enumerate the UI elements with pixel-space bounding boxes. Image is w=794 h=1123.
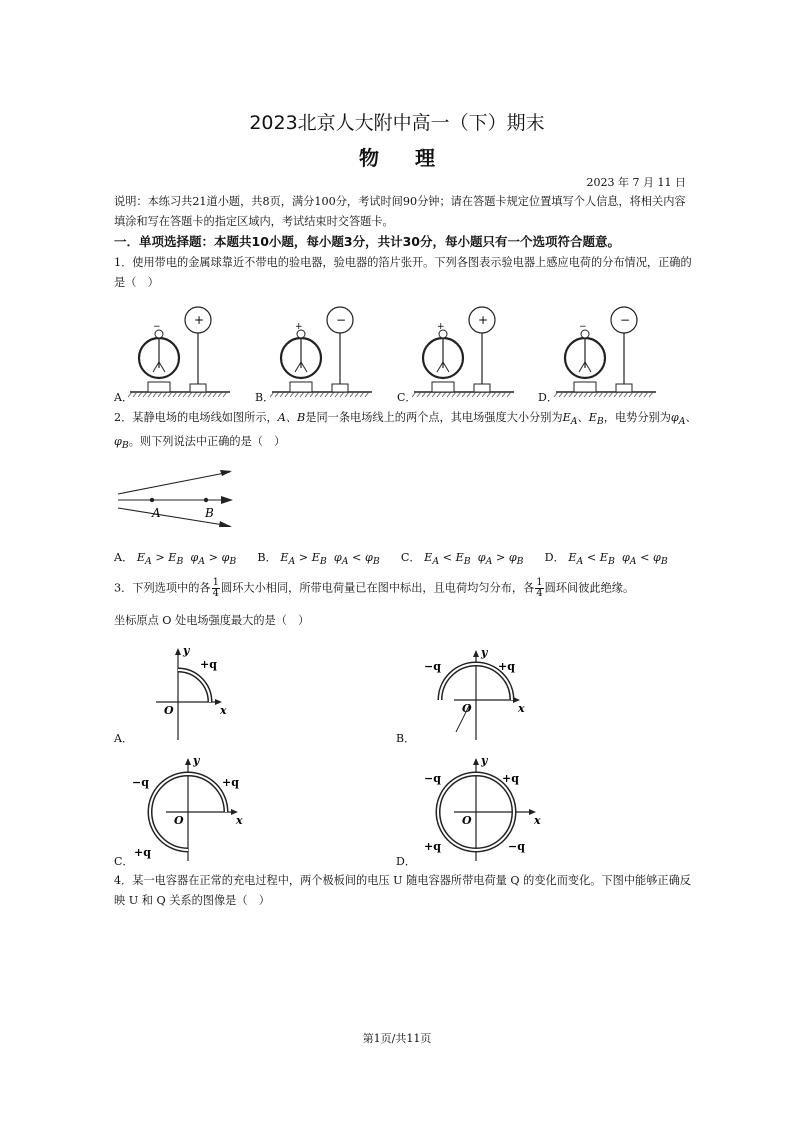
knob-charge-sign: + bbox=[295, 322, 303, 332]
point-a-dot bbox=[150, 498, 154, 502]
ground-hatch bbox=[143, 392, 147, 397]
q3-option-c: C． bbox=[114, 855, 134, 868]
origin-label: O bbox=[462, 702, 472, 715]
ground-hatch bbox=[427, 392, 431, 397]
q3-fraction-1: $\frac{1}{4}$ bbox=[212, 577, 219, 599]
ground-hatch bbox=[487, 392, 491, 397]
electroscope-4 bbox=[554, 307, 656, 397]
q2-option-a: A． $E_A > E_B$ $\varphi_A > \varphi_B$ bbox=[114, 551, 237, 568]
q2-text-d: 。则下列说法中正确的是（ ） bbox=[128, 434, 286, 448]
ground-hatch bbox=[507, 392, 511, 397]
ground-hatch bbox=[609, 392, 613, 397]
subject-heading bbox=[0, 142, 794, 171]
electroscope-base bbox=[290, 382, 312, 392]
ground-hatch bbox=[644, 392, 648, 397]
q3-option-b: B． bbox=[396, 732, 416, 745]
ground-hatch bbox=[168, 392, 172, 397]
ground-hatch bbox=[649, 392, 653, 397]
x-axis-label: x bbox=[236, 814, 243, 827]
ground-hatch bbox=[310, 392, 314, 397]
point-b-dot bbox=[204, 498, 208, 502]
origin-label: O bbox=[174, 814, 184, 827]
ground-hatch bbox=[492, 392, 496, 397]
electroscope-base bbox=[432, 382, 454, 392]
ground-hatch bbox=[355, 392, 359, 397]
y-axis-arrow bbox=[473, 758, 479, 765]
ground-hatch bbox=[422, 392, 426, 397]
knob-charge-sign: + bbox=[437, 322, 445, 332]
ring-quarter-2-inner bbox=[150, 774, 188, 812]
ring-quarter-1-inner bbox=[188, 774, 226, 812]
ground-hatch bbox=[599, 392, 603, 397]
electroscope-base bbox=[574, 382, 596, 392]
charge-label-neg-2: −q bbox=[508, 840, 525, 853]
ball-charge-sign: − bbox=[620, 313, 631, 327]
subject-char-2: 理 bbox=[415, 146, 435, 170]
ground-hatch bbox=[350, 392, 354, 397]
charge-label-neg: −q bbox=[424, 660, 441, 673]
q1-option-b: B． bbox=[255, 391, 275, 404]
ground-hatch bbox=[163, 392, 167, 397]
charge-label-pos: +q bbox=[502, 772, 519, 785]
subject-char-1: 物 bbox=[359, 146, 379, 170]
ground-hatch bbox=[472, 392, 476, 397]
charge-label-pos-2: +q bbox=[424, 840, 441, 853]
ground-hatch bbox=[153, 392, 157, 397]
stand-base bbox=[474, 384, 490, 392]
ground-hatch bbox=[300, 392, 304, 397]
q2-point-b: B bbox=[297, 411, 306, 424]
ground-hatch bbox=[285, 392, 289, 397]
knob-charge-sign: − bbox=[579, 322, 587, 332]
ground-hatch bbox=[188, 392, 192, 397]
x-axis-label: x bbox=[220, 704, 227, 717]
ground-hatch bbox=[213, 392, 217, 397]
y-axis-label: y bbox=[183, 644, 190, 657]
ball-charge-sign: + bbox=[194, 313, 205, 327]
x-axis-label: x bbox=[518, 702, 525, 715]
ground-hatch bbox=[462, 392, 466, 397]
electroscope-base bbox=[148, 382, 170, 392]
ground-hatch bbox=[193, 392, 197, 397]
charge-label-neg: −q bbox=[424, 772, 441, 785]
ground-hatch bbox=[223, 392, 227, 397]
field-line-upper bbox=[118, 472, 230, 494]
ground-hatch bbox=[442, 392, 446, 397]
origin-label: O bbox=[462, 814, 472, 827]
arrow-lower bbox=[219, 521, 232, 527]
ground-hatch bbox=[198, 392, 202, 397]
page-footer: 第1页/共11页 bbox=[362, 1032, 432, 1045]
ground-hatch bbox=[305, 392, 309, 397]
charge-label-pos-2: +q bbox=[134, 846, 151, 859]
q2-field-lines-figure bbox=[112, 464, 242, 534]
arrow-middle bbox=[221, 496, 233, 504]
origin-label: O bbox=[164, 704, 174, 717]
ground-hatch bbox=[275, 392, 279, 397]
exam-date: 2023 年 7 月 11 日 bbox=[586, 176, 686, 189]
ball-charge-sign: − bbox=[336, 313, 347, 327]
ground-hatch bbox=[203, 392, 207, 397]
ball-charge-sign: + bbox=[478, 313, 489, 327]
stand-base bbox=[332, 384, 348, 392]
ground-hatch bbox=[330, 392, 334, 397]
q3-figure-a bbox=[120, 640, 250, 740]
q1-option-a: A． bbox=[114, 391, 133, 404]
question-3-text bbox=[114, 578, 704, 599]
q3-figure-d bbox=[410, 756, 560, 861]
charge-label-pos: +q bbox=[222, 776, 239, 789]
ground-hatch bbox=[432, 392, 436, 397]
q1-option-d: D． bbox=[538, 391, 558, 404]
ground-hatch bbox=[417, 392, 421, 397]
ring-quarter-2-inner bbox=[440, 664, 476, 700]
ground-hatch bbox=[447, 392, 451, 397]
y-axis-label: y bbox=[481, 646, 488, 659]
ground-hatch bbox=[365, 392, 369, 397]
ground-hatch bbox=[482, 392, 486, 397]
ground-hatch bbox=[325, 392, 329, 397]
q2-point-a: A bbox=[277, 411, 286, 424]
x-axis-label: x bbox=[534, 814, 541, 827]
ground-hatch bbox=[138, 392, 142, 397]
q2-options bbox=[114, 548, 714, 572]
ground-hatch bbox=[437, 392, 441, 397]
ground-hatch bbox=[604, 392, 608, 397]
stand-base bbox=[616, 384, 632, 392]
y-axis-arrow bbox=[473, 650, 479, 657]
question-4-text: 4．某一电容器在正常的充电过程中，两个极板间的电压 U 随电容器所带电荷量 Q 的变化而变化。下图中能够正确反映 U 和 Q 关系的图像是（ ） bbox=[114, 874, 691, 907]
q3-text-c: 圆环间彼此绝缘。 bbox=[544, 581, 635, 595]
y-axis-arrow bbox=[175, 648, 181, 655]
q3-option-d: D． bbox=[396, 855, 416, 868]
page-title: 2023北京人大附中高一（下）期末 bbox=[249, 112, 545, 134]
ground-hatch bbox=[619, 392, 623, 397]
q1-option-c: C． bbox=[397, 391, 417, 404]
ground-hatch bbox=[569, 392, 573, 397]
ground-hatch bbox=[584, 392, 588, 397]
ground-hatch bbox=[564, 392, 568, 397]
ground-hatch bbox=[340, 392, 344, 397]
q3-fraction-2: $\frac{1}{4}$ bbox=[536, 577, 543, 599]
ground-hatch bbox=[634, 392, 638, 397]
section-heading: 一．单项选择题：本题共10小题，每小题3分，共计30分，每小题只有一个选项符合题意。 bbox=[114, 234, 620, 249]
arrow-upper bbox=[220, 470, 232, 476]
charge-label-neg: −q bbox=[132, 776, 149, 789]
ground-hatch bbox=[280, 392, 284, 397]
ground-hatch bbox=[614, 392, 618, 397]
ground-hatch bbox=[639, 392, 643, 397]
ground-hatch bbox=[320, 392, 324, 397]
q2-text-c: ，电势分别为 bbox=[603, 411, 671, 424]
q2-text-b: 是同一条电场线上的两个点，其电场强度大小分别为 bbox=[305, 411, 563, 424]
question-3-text-line2: 坐标原点 O 处电场强度最大的是（ ） bbox=[114, 614, 310, 627]
ground-hatch bbox=[574, 392, 578, 397]
question-1-text: 1．使用带电的金属球靠近不带电的验电器，验电器的箔片张开。下列各图表示验电器上感应电荷的分布情况，正确的是（ ） bbox=[114, 256, 692, 289]
ground-hatch bbox=[173, 392, 177, 397]
ring-quarter-2-inner bbox=[438, 774, 476, 812]
ground-hatch bbox=[208, 392, 212, 397]
ground-hatch bbox=[345, 392, 349, 397]
ground-hatch bbox=[295, 392, 299, 397]
knob-charge-sign: − bbox=[153, 322, 161, 332]
ground-hatch bbox=[502, 392, 506, 397]
q3-figure-b bbox=[410, 640, 540, 740]
ground-hatch bbox=[178, 392, 182, 397]
point-a-label: A bbox=[152, 506, 161, 520]
ground-hatch bbox=[579, 392, 583, 397]
ground-hatch bbox=[158, 392, 162, 397]
ring-quarter-1-inner bbox=[178, 670, 210, 702]
q3-figure-c bbox=[130, 756, 260, 861]
charge-label-pos: +q bbox=[498, 660, 515, 673]
ground-hatch bbox=[497, 392, 501, 397]
ground-hatch bbox=[133, 392, 137, 397]
ground-hatch bbox=[624, 392, 628, 397]
ground-hatch bbox=[452, 392, 456, 397]
ground-hatch bbox=[559, 392, 563, 397]
ground-hatch bbox=[477, 392, 481, 397]
ground-hatch bbox=[315, 392, 319, 397]
question-2-text: 2．某静电场的电场线如图所示，A、B是同一条电场线上的两个点，其电场强度大小分别为$E_A$、$E_B$，电势分别为$\varphi_A$、$\varphi_B$。则下列说法中正确的是（ ） bbox=[114, 411, 697, 451]
ground-hatch bbox=[467, 392, 471, 397]
y-axis-label: y bbox=[481, 756, 488, 767]
y-axis-label: y bbox=[193, 756, 200, 767]
ground-hatch bbox=[589, 392, 593, 397]
charge-label-pos: +q bbox=[200, 658, 217, 671]
electroscope-1 bbox=[128, 307, 230, 397]
ground-hatch bbox=[183, 392, 187, 397]
q3-text-b: 圆环大小相同，所带电荷量已在图中标出，且电荷均匀分布，各 bbox=[221, 581, 535, 595]
stand-base bbox=[190, 384, 206, 392]
ground-hatch bbox=[290, 392, 294, 397]
q2-option-b: B． $E_A > E_B$ $\varphi_A < \varphi_B$ bbox=[257, 551, 380, 568]
y-axis-arrow bbox=[185, 758, 191, 765]
ground-hatch bbox=[218, 392, 222, 397]
ground-hatch bbox=[594, 392, 598, 397]
q3-option-a: A． bbox=[114, 732, 133, 745]
q3-text-a: 3．下列选项中的各 bbox=[114, 581, 211, 595]
electroscope-2 bbox=[270, 307, 372, 397]
ground-hatch bbox=[629, 392, 633, 397]
electroscope-3 bbox=[412, 307, 514, 397]
ground-hatch bbox=[457, 392, 461, 397]
q2-option-c: C． $E_A < E_B$ $\varphi_A > \varphi_B$ bbox=[400, 551, 524, 568]
ground-hatch bbox=[360, 392, 364, 397]
ground-hatch bbox=[335, 392, 339, 397]
q2-text-a: 2．某静电场的电场线如图所示， bbox=[114, 411, 278, 424]
ground-hatch bbox=[148, 392, 152, 397]
point-b-label: B bbox=[205, 506, 214, 520]
instructions: 说明：本练习共21道小题，共8页，满分100分，考试时间90分钟；请在答题卡规定位置填写个人信息，将相关内容填涂和写在答题卡的指定区域内，考试结束时交答题卡。 bbox=[114, 195, 686, 228]
q2-option-d: D． $E_A < E_B$ $\varphi_A < \varphi_B$ bbox=[544, 551, 668, 568]
